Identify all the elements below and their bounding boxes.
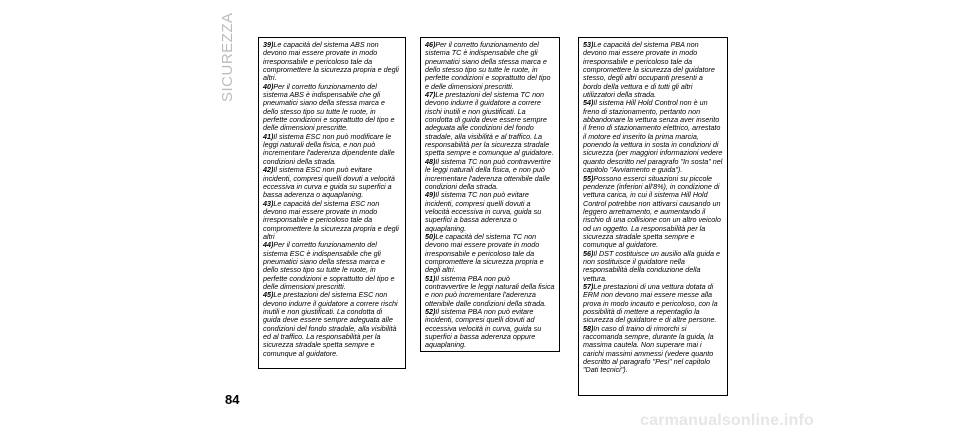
note-number: 52): [425, 307, 436, 316]
note-57: [583, 283, 723, 325]
note-number: 55): [583, 173, 594, 183]
note-number: 58): [583, 323, 594, 333]
note-text: Il sistema PBA non può contravvertire le leggi naturali della fisica e non può incrementare l'aderenza ottenibile dalle condizioni della strada.: [425, 273, 555, 308]
note-number: 39): [263, 40, 274, 49]
note-52: [425, 308, 555, 350]
note-44: [263, 241, 401, 291]
note-number: 40): [263, 81, 274, 91]
note-number: 54): [583, 98, 594, 108]
note-text: Le capacità del sistema ESC non devono mai essere provate in modo irresponsabile e pericoloso tale da compromettere la sicurezza propria e degli altri: [263, 198, 399, 241]
note-number: 44): [263, 240, 274, 250]
note-text: Per il corretto funzionamento del sistema TC è indispensabile che gli pneumatici siano della stessa marca e dello stesso tipo su tutte le ruote, in perfette condizioni e soprattutto del tipo e delle dimensioni prescritti.: [425, 40, 551, 91]
note-number: 48): [425, 156, 436, 166]
note-text: Le prestazioni di una vettura dotata di ERM non devono mai essere messe alla prova in modo incauto e pericoloso, con la possibilità di mettere a repentaglio la sicurezza del guidatore e di altre persone.: [583, 281, 718, 325]
note-43: [263, 200, 401, 242]
note-51: [425, 275, 555, 308]
note-text: Le capacità del sistema ABS non devono mai essere provate in modo irresponsabile e pericoloso tale da compromettere la sicurezza propria e degli altri.: [263, 40, 399, 83]
note-45: [263, 291, 401, 358]
watermark: carmanualsonline.info: [640, 412, 815, 429]
note-47: [425, 91, 555, 158]
note-number: 49): [425, 190, 436, 200]
note-text: Per il corretto funzionamento del sistema ESC è indispensabile che gli pneumatici siano della stessa marca e dello stesso tipo su tutte le ruote, in perfette condizioni e soprattutto del tipo e delle dimensioni prescritti.: [263, 240, 395, 291]
note-56: [583, 250, 723, 283]
note-40: [263, 83, 401, 133]
note-number: 47): [425, 90, 436, 100]
note-number: 45): [263, 290, 274, 300]
note-text: Le prestazioni del sistema ESC non devono indurre il guidatore a correre rischi inutili e non giustificati. La condotta di guida deve essere sempre adeguata alle condizioni del fondo stradale, alla visibilità ed al traffico. La responsabilità per la sicurezza stradale spetta sempre e comunque al guidatore.: [263, 290, 398, 358]
notes-column-2: [420, 37, 560, 352]
note-text: In caso di traino di rimorchi si raccomanda sempre, durante la guida, la massima cautela. Non superare mai i carichi massimi ammessi (vedere quanto descritto al paragrafo "Pesi" nel capitolo "Dati tecnici").: [583, 323, 714, 375]
note-50: [425, 233, 555, 275]
page-number: 84: [225, 392, 240, 407]
note-text: Il sistema TC non può evitare incidenti, compresi quelli dovuti a velocità eccessiva in curva, guida su superfici a bassa aderenza o aquaplaning.: [425, 190, 542, 233]
note-48: [425, 158, 555, 191]
note-number: 50): [425, 231, 436, 241]
note-53: [583, 41, 723, 99]
note-text: Il sistema PBA non può evitare incidenti, compresi quelli dovuti ad eccessiva velocità in curva, guida su superfici a bassa aderenza oppure aquaplaning.: [425, 307, 542, 350]
note-number: 53): [583, 40, 594, 49]
note-text: Per il corretto funzionamento del sistema ABS è indispensabile che gli pneumatici siano della stessa marca e dello stesso tipo su tutte le ruote, in perfette condizioni e soprattutto del tipo e delle dimensioni prescritte.: [263, 81, 395, 133]
note-46: [425, 41, 555, 91]
note-text: Il sistema ESC non può modificare le leggi naturali della fisica, e non può incrementare l'aderenza dipendente dalle condizioni della strada.: [263, 131, 395, 166]
note-text: Possono esserci situazioni su piccole pendenze (inferiori all'8%), in condizione di vettura carica, in cui il sistema Hill Hold Control potrebbe non attivarsi causando un leggero arretramento, e aumentando il rischio di una collisione con un altro veicolo od un oggetto. La responsabilità per la sicurezza stradale spetta sempre e comunque al guidatore.: [583, 173, 721, 250]
section-side-label: SICUREZZA: [219, 12, 236, 102]
note-39: [263, 41, 401, 83]
note-text: Il DST costituisce un ausilio alla guida e non sostituisce il guidatore nella responsabilità della conduzione della vettura.: [583, 248, 721, 283]
notes-column-1: [258, 37, 406, 369]
note-42: [263, 166, 401, 199]
note-54: [583, 99, 723, 174]
note-text: Le capacità del sistema PBA non devono mai essere provate in modo irresponsabile e pericoloso tale da compromettere la sicurezza del guidatore stesso, degli altri occupanti presenti a bordo della vettura e di tutti gli altri utilizzatori della strada.: [583, 40, 715, 100]
note-55: [583, 175, 723, 250]
note-text: Le capacità del sistema TC non devono mai essere provate in modo irresponsabile e pericoloso tale da compromettere la sicurezza propria e degli altri.: [425, 231, 544, 275]
note-number: 51): [425, 273, 436, 283]
note-text: Il sistema ESC non può evitare incidenti, compresi quelli dovuti a velocità eccessiva in curva e guida su superfici a bassa aderenza o aquaplaning.: [263, 165, 395, 200]
note-58: [583, 325, 723, 375]
note-number: 56): [583, 248, 594, 258]
note-text: Il sistema TC non può contravvertire le leggi naturali della fisica, e non può incrementare l'aderenza ottenibile dalle condizioni della strada.: [425, 156, 551, 191]
note-number: 46): [425, 40, 436, 49]
note-number: 57): [583, 281, 594, 291]
note-41: [263, 133, 401, 166]
note-number: 42): [263, 165, 274, 175]
note-49: [425, 191, 555, 233]
notes-column-3: [578, 37, 728, 396]
note-text: Il sistema Hill Hold Control non è un freno di stazionamento, pertanto non abbandonare la vettura senza aver inserito il freno di stazionamento elettrico, arrestato il motore ed inserito la prima marcia, ponendo la vettura in sosta in condizioni di sicurezza (per maggiori informazioni vedere quanto descritto nel paragrafo "In sosta" nel capitolo "Avviamento e guida").: [583, 98, 723, 175]
note-text: Le prestazioni del sistema TC non devono indurre il guidatore a correre rischi inutili e non giustificati. La condotta di guida deve essere sempre adeguata alle condizioni del fondo stradale, alla visibilità e al traffico. La responsabilità per la sicurezza stradale spetta sempre e comunque al guidatore.: [425, 90, 554, 158]
note-number: 43): [263, 198, 274, 208]
note-number: 41): [263, 131, 274, 141]
